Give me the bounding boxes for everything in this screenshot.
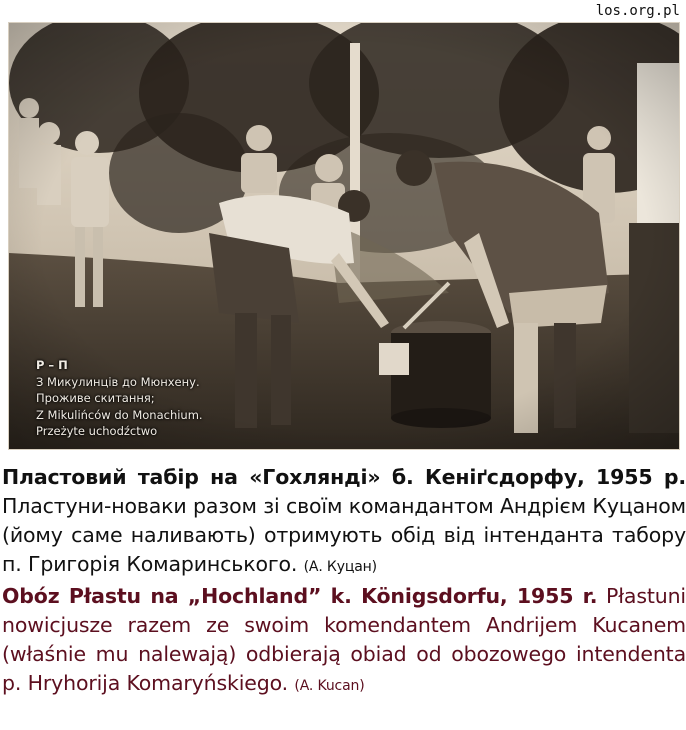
photo-caption-line: Przeżyte uchodźctwo — [36, 424, 158, 438]
photo-caption-title: Р – П — [36, 358, 68, 372]
photo-caption — [36, 357, 203, 440]
ukrainian-body: Пластуни-новаки разом зі своїм командантом Андрієм Куцаном (йому саме наливають) отримують обід від інтенданта табору п. Григорія Комаринського. — [2, 494, 686, 576]
photo-caption-line: З Микулинців до Мюнхену. — [36, 374, 200, 389]
polish-body: Płastuni nowicjusze razem ze swoim komendantem Andrijem Kucanem (właśnie mu nalewają) odbierają obiad od obozowego intendenta p. Hryhorija Komaryńskiego. — [2, 584, 686, 695]
caption-block — [2, 463, 686, 701]
historical-photo — [8, 22, 680, 450]
ukrainian-credit: (А. Куцан) — [303, 559, 377, 575]
photo-caption-line: Проживе скитання; — [36, 391, 155, 405]
polish-credit: (A. Kucan) — [294, 678, 365, 694]
ukrainian-heading: Пластовий табір на «Гохлянді» б. Кеніґсдорфу, 1955 р. — [2, 465, 686, 489]
photo-caption-line: Z Mikulińców do Monachium. — [36, 407, 203, 422]
site-watermark: los.org.pl — [595, 3, 680, 19]
polish-heading: Obóz Płastu na „Hochland” k. Königsdorfu, 1955 r. — [2, 584, 598, 608]
polish-caption — [2, 582, 686, 701]
ukrainian-caption — [2, 463, 686, 582]
